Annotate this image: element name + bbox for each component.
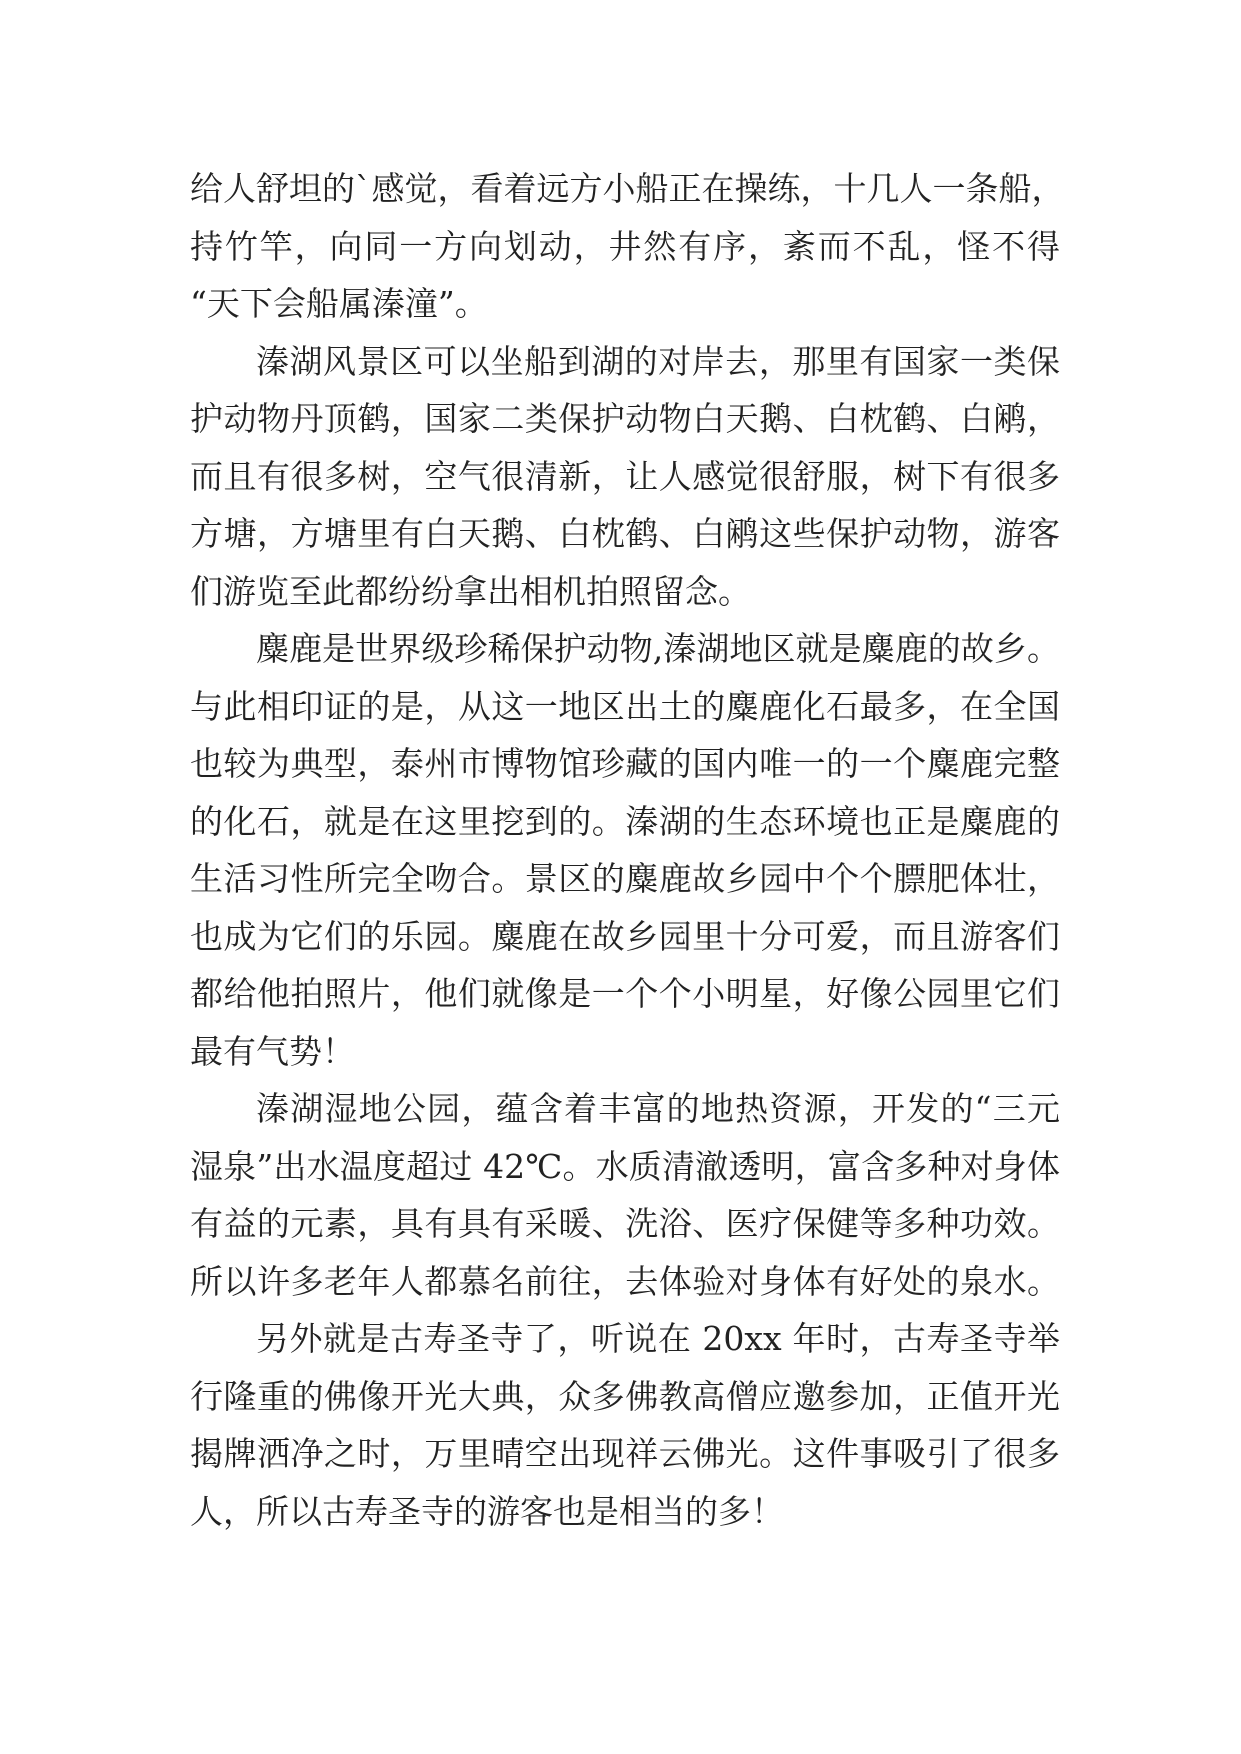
paragraph-temple — [190, 1310, 1060, 1540]
text-line: 持竹竿，向同一方向划动，井然有序，紊而不乱，怪不得 — [190, 226, 1060, 266]
paragraph-scenic-area — [190, 333, 1060, 621]
text-line: 也较为典型，泰州市博物馆珍藏的国内唯一的一个麋鹿完整 — [190, 744, 1060, 783]
text-line: 方塘，方塘里有白天鹅、白枕鹤、白鹇这些保护动物，游客 — [190, 514, 1060, 553]
paragraph-elk — [190, 620, 1060, 1080]
text-line: 麋鹿是世界级珍稀保护动物,溱湖地区就是麋鹿的故乡。 — [256, 629, 1060, 668]
text-line: 揭牌洒净之时，万里晴空出现祥云佛光。这件事吸引了很多 — [190, 1434, 1060, 1473]
text-line: 最有气势！ — [190, 1031, 355, 1071]
text-line: 生活习性所完全吻合。景区的麋鹿故乡园中个个膘肥体壮， — [190, 859, 1060, 898]
text-line: 人，所以古寿圣寺的游客也是相当的多！ — [190, 1491, 784, 1531]
text-line: 都给他拍照片，他们就像是一个个小明星，好像公园里它们 — [190, 974, 1060, 1013]
text-line: 给人舒坦的`感觉，看着远方小船正在操练，十几人一条船， — [190, 169, 1065, 208]
text-line: 行隆重的佛像开光大典，众多佛教高僧应邀参加，正值开光 — [190, 1376, 1060, 1416]
text-line: 溱湖风景区可以坐船到湖的对岸去，那里有国家一类保 — [256, 341, 1060, 381]
text-line: 也成为它们的乐园。麋鹿在故乡园里十分可爱，而且游客们 — [190, 916, 1060, 956]
paragraph-boat-drill — [190, 160, 1065, 333]
text-line: 另外就是古寿圣寺了，听说在 20xx 年时，古寿圣寺举 — [256, 1319, 1060, 1358]
text-line: 有益的元素，具有具有采暖、洗浴、医疗保健等多种功效。 — [190, 1204, 1060, 1243]
text-line: 护动物丹顶鹤，国家二类保护动物白天鹅、白枕鹤、白鹇， — [190, 399, 1060, 438]
text-line: 的化石，就是在这里挖到的。溱湖的生态环境也正是麋鹿的 — [190, 801, 1060, 841]
text-line: 与此相印证的是，从这一地区出土的麋鹿化石最多，在全国 — [190, 686, 1060, 726]
text-line: 而且有很多树，空气很清新，让人感觉很舒服，树下有很多 — [190, 456, 1060, 496]
text-line: 们游览至此都纷纷拿出相机拍照留念。 — [190, 571, 751, 611]
paragraph-hot-spring — [190, 1080, 1060, 1310]
text-line: “天下会船属溱潼”。 — [190, 284, 488, 323]
document-body — [190, 160, 1065, 1540]
text-line: 所以许多老年人都慕名前往，去体验对身体有好处的泉水。 — [190, 1261, 1060, 1301]
text-line: 溱湖湿地公园，蕴含着丰富的地热资源，开发的“三元 — [256, 1089, 1060, 1128]
text-line: 湿泉”出水温度超过 42℃。水质清澈透明，富含多种对身体 — [190, 1146, 1060, 1186]
